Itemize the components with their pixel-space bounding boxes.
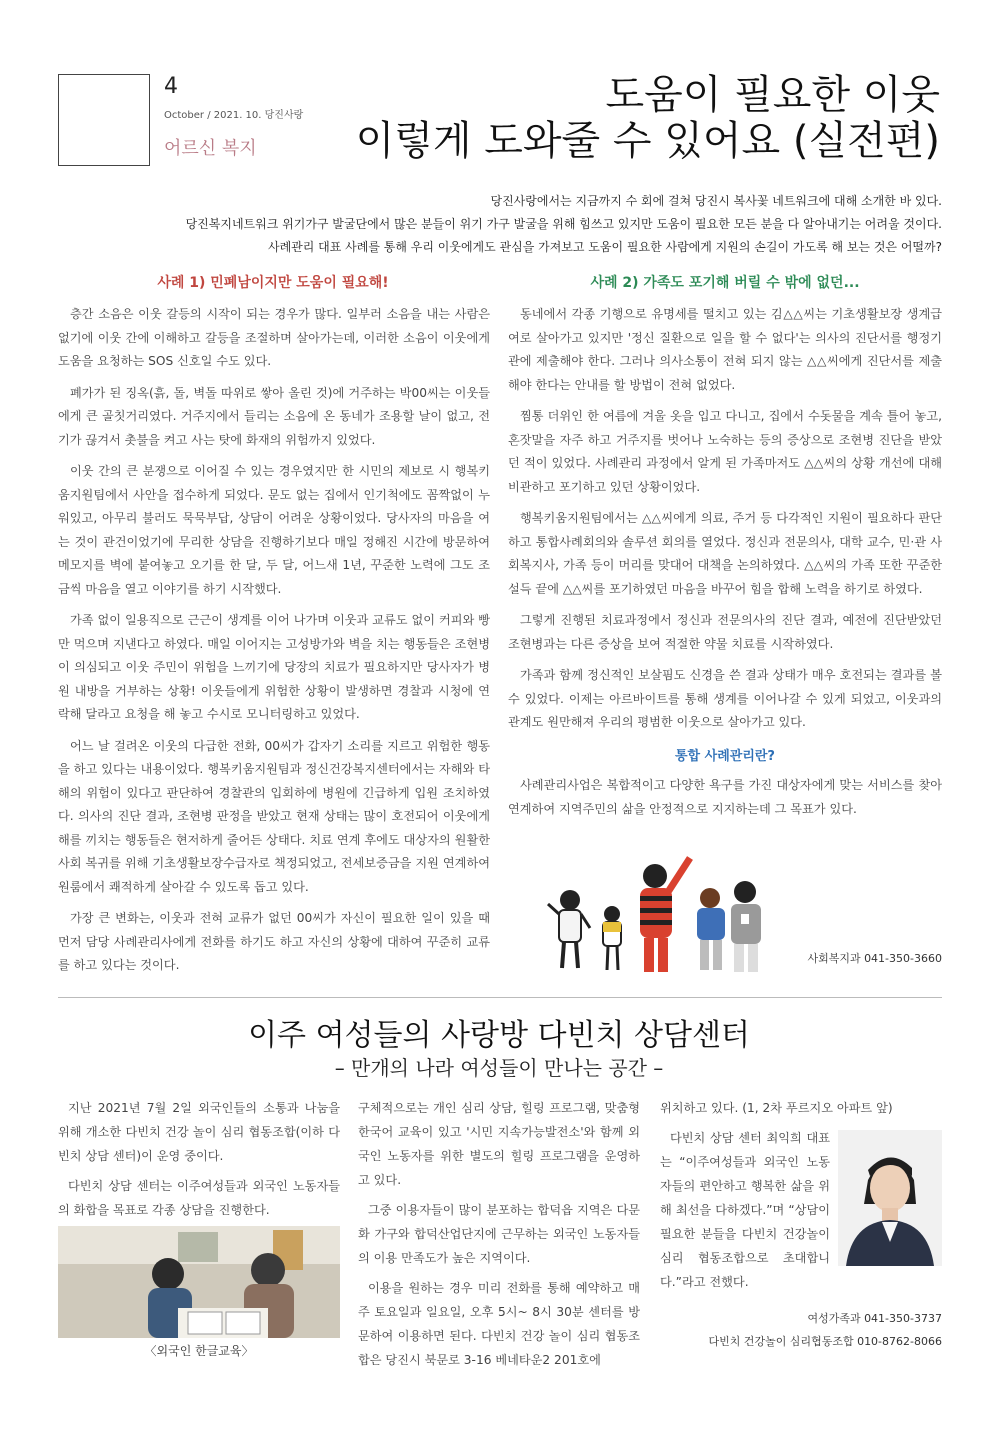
paragraph: 가장 큰 변화는, 이웃과 전혀 교류가 없던 00씨가 자신이 필요한 일이 있을 때 먼저 담당 사례관리사에게 전화를 하기도 하고 자신의 상황에 대하여 꾸준히 교류를 하고 있다는 것이다. bbox=[58, 911, 490, 972]
title-line-2: 이렇게 도와줄 수 있어요 (실전편) bbox=[355, 118, 940, 164]
article2-col1 bbox=[58, 1096, 340, 1228]
photo-caption: 〈외국인 한글교육〉 bbox=[144, 1344, 254, 1358]
page-number: 4 bbox=[164, 74, 178, 99]
paragraph: 그중 이용자들이 많이 분포하는 합덕읍 지역은 다문화 가구와 합덕산업단지에 근무하는 외국인 노동자들의 이용 만족도가 높은 지역이다. bbox=[358, 1203, 640, 1265]
article2-quote bbox=[660, 1126, 830, 1300]
article2-col3 bbox=[660, 1096, 942, 1126]
person-1 bbox=[548, 890, 590, 968]
paragraph: 다빈치 상담 센터 최익희 대표는 “이주여성들과 외국인 노동자들의 편안하고 행복한 삶을 위해 최선을 다하겠다.”며 “상담이 필요한 분들을 다빈치 건강놀이 심리 협동조합으로 초대합니다.”라고 전했다. bbox=[660, 1131, 830, 1289]
paragraph: 어느 날 걸려온 이웃의 다급한 전화, 00씨가 갑자기 소리를 지르고 위험한 행동을 하고 있다는 내용이었다. 행복키움지원팀과 정신건강복지센터에서는 자해와 타해의 위험이 있다고 판단하여 경찰관의 입회하에 병원에 긴급하게 입원 조치하였다. 의사의 진단 결과, 조현병 판정을 받았고 현재 상태는 많이 호전되어 이웃에게 해를 끼치는 행동들은 현저하게 줄어든 상태다. 치료 연계 후에도 대상자의 원활한 사회 복귀를 위해 기초생활보장수급자로 책정되었고, 전세보증금을 지원 연계하여 원룸에서 쾌적하게 살아갈 수 있도록 돕고 있다. bbox=[58, 738, 490, 894]
paragraph: 사례관리사업은 복합적이고 다양한 욕구를 가진 대상자에게 맞는 서비스를 찾아 연계하여 지역주민의 삶을 안정적으로 지지하는데 그 목표가 있다. bbox=[508, 778, 942, 816]
case2-heading: 사례 2) 가족도 포기해 버릴 수 밖에 없던... bbox=[590, 275, 860, 291]
intro-line: 당진복지네트워크 위기가구 발굴단에서 많은 분들이 위기 가구 발굴을 위해 힘쓰고 있지만 도움이 필요한 모든 분을 다 알아내기는 어려울 것이다. bbox=[185, 217, 942, 231]
paragraph: 가족 없이 일용직으로 근근이 생계를 이어 나가며 이웃과 교류도 없이 커피와 빵만 먹으며 지낸다고 하였다. 매일 이어지는 고성방가와 벽을 치는 행동들은 조현병이 의심되고 이웃 주민이 위험을 느끼기에 당장의 치료가 필요하지만 당사자가 병원 내방을 거부하는 상황! 이웃들에게 위험한 상황이 발생하면 경찰과 시청에 연락해 달라고 요청을 해 놓고 수시로 모니터링하고 있었다. bbox=[58, 613, 490, 721]
korean-class-photo bbox=[58, 1226, 340, 1338]
intro-line: 당진사랑에서는 지금까지 수 회에 걸쳐 당진시 복사꽃 네트워크에 대해 소개한 바 있다. bbox=[490, 194, 942, 208]
paragraph: 폐가가 된 징옥(흙, 돌, 벽돌 따위로 쌓아 올린 것)에 거주하는 박00씨는 이웃들에게 큰 골칫거리였다. 거주지에서 들리는 소음에 온 동네가 조용할 날이 없고, 전기가 끊겨서 촛불을 켜고 사는 탓에 화재의 위험까지 있었다. bbox=[58, 385, 490, 447]
paragraph: 찜통 더위인 한 여름에 겨울 옷을 입고 다니고, 집에서 수돗물을 계속 틀어 놓고, 혼잣말을 자주 하고 거주지를 벗어나 노숙하는 등의 증상으로 조현병 진단을 받았던 적이 있었다. 사례관리 과정에서 알게 된 가족마저도 △△씨의 상황 개선에 대해 비관하고 포기하고 있던 상황이었다. bbox=[508, 409, 942, 494]
paragraph: 이웃 간의 큰 분쟁으로 이어질 수 있는 경우였지만 한 시민의 제보로 시 행복키움지원팀에서 사안을 접수하게 되었다. 문도 없는 집에서 인기척에도 꼼짝없이 누워있고, 아무리 불러도 묵묵부답, 상담이 어려운 상황이었다. 당사자의 마음을 여는 것이 관건이었기에 무리한 상담을 진행하기보다 매일 정해진 시간에 방문하여 메모지를 벽에 붙여놓고 오기를 한 달, 두 달, 어느새 1년, 꾸준한 노력에 그도 조금씩 마음을 열고 이야기를 하기 시작했다. bbox=[58, 464, 490, 596]
article2-title: 이주 여성들의 사랑방 다빈치 상담센터 bbox=[248, 1018, 750, 1053]
contact-family-dept: 여성가족과 041-350-3737 bbox=[807, 1312, 942, 1325]
page-title bbox=[356, 72, 940, 164]
paragraph: 지난 2021년 7월 2일 외국인들의 소통과 나눔을 위해 개소한 다빈치 건강 놀이 심리 협동조합(이하 다빈치 상담 센터)이 운영 중이다. bbox=[58, 1101, 340, 1163]
article2-subtitle: – 만개의 나라 여성들이 만나는 공간 – bbox=[334, 1056, 664, 1080]
case1-heading: 사례 1) 민폐남이지만 도움이 필요해! bbox=[157, 275, 389, 291]
paragraph: 행복키움지원팀에서는 △△씨에게 의료, 주거 등 다각적인 지원이 필요하다 판단하고 통합사례회의와 솔루션 회의를 열었다. 정신과 전문의사, 대학 교수, 민·관 사회복지사, 가족 등이 머리를 맞대어 대책을 논의하였다. △△씨의 가족 또한 꾸준한 설득 끝에 △△씨를 포기하였던 마음을 바꾸어 힘을 합해 노력을 하기로 하였다. bbox=[508, 511, 942, 596]
title-line-1: 도움이 필요한 이웃 bbox=[605, 72, 940, 118]
paragraph: 가족과 함께 정신적인 보살핌도 신경을 쓴 결과 상태가 매우 호전되는 결과를 볼 수 있었다. 이제는 아르바이트를 통해 생계를 이어나갈 수 있게 되었고, 이웃과의 관계도 원만해져 우리의 평범한 이웃으로 살아가고 있다. bbox=[508, 668, 942, 729]
person-2 bbox=[603, 906, 621, 970]
case1-body bbox=[58, 303, 490, 986]
paragraph: 층간 소음은 이웃 갈등의 시작이 되는 경우가 많다. 일부러 소음을 내는 사람은 없기에 이웃 간에 이해하고 갈등을 조절하며 살아가는데, 이러한 소음이 이웃에게 도움을 요청하는 SOS 신호일 수도 있다. bbox=[58, 307, 490, 368]
paragraph: 동네에서 각종 기행으로 유명세를 떨치고 있는 김△△씨는 기초생활보장 생계급여로 살아가고 있지만 '정신 질환으로 일을 할 수 없다'는 의사의 진단서를 행정기관에 제출해야 한다. 그러나 의사소통이 전혀 되지 않는 △△씨에게 진단서를 제출해야 한다는 안내를 할 방법이 전혀 없었다. bbox=[508, 307, 942, 392]
contact-davinci: 다빈치 건강놀이 심리협동조합 010-8762-8066 bbox=[708, 1335, 942, 1348]
case2-body bbox=[508, 303, 942, 829]
person-3 bbox=[640, 858, 690, 972]
paragraph: 위치하고 있다. (1, 2차 푸르지오 아파트 앞) bbox=[660, 1101, 893, 1115]
paragraph: 그렇게 진행된 치료과정에서 정신과 전문의사의 진단 결과, 예전에 진단받았던 조현병과는 다른 증상을 보여 적절한 약물 치료를 시작하였다. bbox=[508, 613, 942, 651]
intro-text bbox=[142, 190, 942, 259]
section-label: 어르신 복지 bbox=[164, 138, 257, 159]
header-box bbox=[58, 74, 150, 166]
paragraph: 이용을 원하는 경우 미리 전화를 통해 예약하고 매주 토요일과 일요일, 오후 5시~ 8시 30분 센터를 방문하여 이용하면 된다. 다빈치 건강 놀이 심리 협동조합은 당진시 북문로 3-16 베네타운2 201호에 bbox=[358, 1281, 640, 1367]
ceo-portrait-photo bbox=[838, 1130, 942, 1266]
section-divider bbox=[58, 997, 942, 998]
paragraph: 다빈치 상담 센터는 이주여성들과 외국인 노동자들의 화합을 목표로 각종 상담을 진행한다. bbox=[58, 1179, 340, 1217]
issue-date: October / 2021. 10. 당진사랑 bbox=[164, 110, 304, 121]
sub-heading: 통합 사례관리란? bbox=[675, 748, 775, 764]
article2-col2 bbox=[358, 1096, 640, 1378]
intro-line: 사례관리 대표 사례를 통해 우리 이웃에게도 관심을 가져보고 도움이 필요한 사람에게 지원의 손길이 가도록 해 보는 것은 어떨까? bbox=[267, 240, 942, 254]
paragraph: 구체적으로는 개인 심리 상담, 힐링 프로그램, 맞춤형 한국어 교육이 있고 '시민 지속가능발전소'와 함께 외국인 노동자를 위한 별도의 힐링 프로그램을 운영하고 있다. bbox=[358, 1101, 640, 1187]
case2-contact: 사회복지과 041-350-3660 bbox=[807, 952, 942, 965]
